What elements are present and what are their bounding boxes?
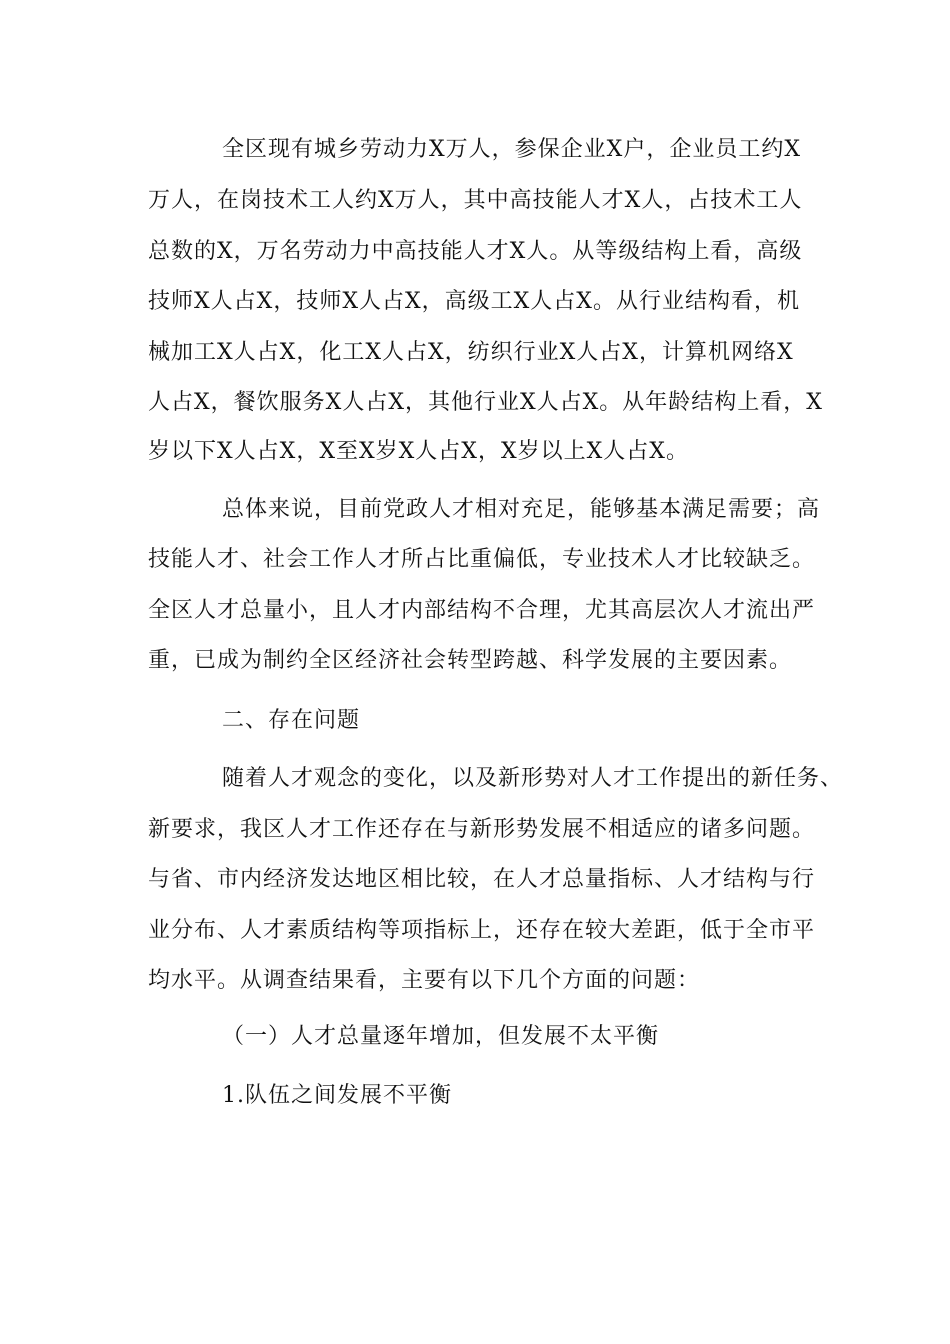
paragraph-line: 重，已成为制约全区经济社会转型跨越、科学发展的主要因素。 bbox=[148, 648, 793, 673]
subsection-heading: （一）人才总量逐年增加，但发展不太平衡 bbox=[222, 1024, 660, 1049]
paragraph-line: 岁以下X人占X，X至X岁X人占X，X岁以上X人占X。 bbox=[148, 439, 689, 464]
section-heading: 二、存在问题 bbox=[222, 708, 361, 733]
paragraph-line: 总体来说，目前党政人才相对充足，能够基本满足需要；高 bbox=[222, 497, 821, 522]
paragraph-line: 全区现有城乡劳动力X万人，参保企业X户，企业员工约X bbox=[222, 137, 801, 162]
paragraph-line: 总数的X，万名劳动力中高技能人才X人。从等级结构上看，高级 bbox=[148, 239, 803, 264]
paragraph-line: 全区人才总量小，且人才内部结构不合理，尤其高层次人才流出严 bbox=[148, 598, 816, 623]
paragraph-line: 新要求，我区人才工作还存在与新形势发展不相适应的诸多问题。 bbox=[148, 817, 816, 842]
paragraph-line: 万人，在岗技术工人约X万人，其中高技能人才X人，占技术工人 bbox=[148, 188, 803, 213]
paragraph-line: 业分布、人才素质结构等项指标上，还存在较大差距，低于全市平 bbox=[148, 918, 816, 943]
paragraph-line: 械加工X人占X，化工X人占X，纺织行业X人占X，计算机网络X bbox=[148, 340, 794, 365]
paragraph-line: 与省、市内经济发达地区相比较，在人才总量指标、人才结构与行 bbox=[148, 867, 816, 892]
paragraph-line: 人占X，餐饮服务X人占X，其他行业X人占X。从年龄结构上看，X bbox=[148, 390, 823, 415]
paragraph-line: 随着人才观念的变化，以及新形势对人才工作提出的新任务、 bbox=[222, 766, 844, 791]
sub-subsection-heading: 1.队伍之间发展不平衡 bbox=[222, 1083, 452, 1108]
paragraph-line: 技能人才、社会工作人才所占比重偏低，专业技术人才比较缺乏。 bbox=[148, 547, 816, 572]
paragraph-line: 均水平。从调查结果看，主要有以下几个方面的问题： bbox=[148, 968, 701, 993]
paragraph-line: 技师X人占X，技师X人占X，高级工X人占X。从行业结构看，机 bbox=[148, 289, 800, 314]
